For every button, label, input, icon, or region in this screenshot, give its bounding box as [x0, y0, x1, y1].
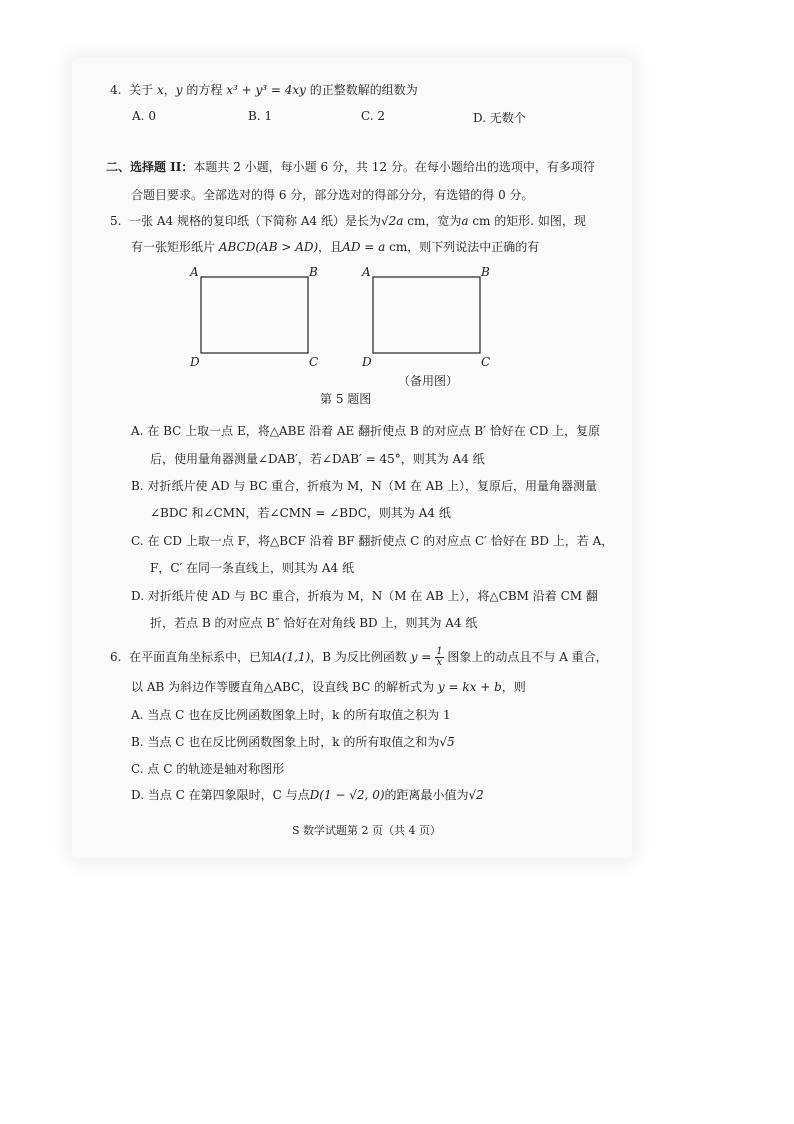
q6-option-c: C. 点 C 的轨迹是轴对称图形: [131, 762, 285, 776]
question-4-stem: 4. 关于 x，y 的方程 x³ + y³ = 4xy 的正整数解的组数为: [110, 83, 418, 97]
question-5-stem-line2: 有一张矩形纸片 ABCD(AB > AD)，且AD = a cm，则下列说法中正确的有: [131, 240, 540, 254]
section-2-title: 二、选择题 II：: [106, 160, 194, 174]
rectangle-abcd: [201, 277, 308, 353]
q6-option-a: A. 当点 C 也在反比例函数图象上时，k 的所有取值之积为 1: [131, 708, 451, 722]
page-footer: S 数学试题第 2 页（共 4 页）: [292, 824, 442, 837]
q5-option-a-line2: 后，使用量角器测量∠DAB′，若∠DAB′ = 45°，则其为 A4 纸: [150, 452, 485, 466]
label-a: A: [190, 265, 199, 279]
label-c: C: [309, 355, 319, 369]
label-d: D: [190, 355, 200, 369]
label-d: D: [362, 355, 372, 369]
question-5-stem-line1: 5. 一张 A4 规格的复印纸（下简称 A4 纸）是长为√2a cm，宽为a cm 的矩形. 如图，现: [110, 214, 586, 228]
q5-option-d-line1: D. 对折纸片使 AD 与 BC 重合，折痕为 M，N（M 在 AB 上），将△CBM 沿着 CM 翻: [131, 589, 598, 603]
q5-option-b-line1: B. 对折纸片使 AD 与 BC 重合，折痕为 M，N（M 在 AB 上），复原后，用量角器测量: [131, 479, 598, 493]
section-2-intro-line2: 合题目要求。全部选对的得 6 分，部分选对的得部分分，有选错的得 0 分。: [131, 188, 534, 202]
label-b: B: [309, 265, 318, 279]
q4-option-b: B. 1: [248, 109, 273, 123]
rectangle-abcd-backup: [373, 277, 480, 353]
q6-option-d: D. 当点 C 在第四象限时，C 与点D(1 − √2, 0)的距离最小值为√2: [131, 788, 484, 802]
question-6-stem-line2: 以 AB 为斜边作等腰直角△ABC，设直线 BC 的解析式为 y = kx + b，则: [131, 680, 526, 694]
q4-option-c: C. 2: [361, 109, 386, 123]
q5-option-b-line2: ∠BDC 和∠CMN，若∠CMN = ∠BDC，则其为 A4 纸: [150, 506, 451, 520]
fraction-one-over-x: $\frac{1}{x}$: [436, 646, 443, 668]
q5-option-c-line2: F，C′ 在同一条直线上，则其为 A4 纸: [150, 561, 354, 575]
q5-option-c-line1: C. 在 CD 上取一点 F，将△BCF 沿着 BF 翻折使点 C 的对应点 C′ 恰好在 BD 上，若 A，: [131, 534, 614, 548]
q6-option-b: B. 当点 C 也在反比例函数图象上时，k 的所有取值之和为√5: [131, 735, 455, 749]
section-2-intro-line1: 二、选择题 II：本题共 2 小题，每小题 6 分，共 12 分。在每小题给出的选项中，有多项符: [106, 160, 595, 174]
label-b: B: [481, 265, 490, 279]
q5-option-a-line1: A. 在 BC 上取一点 E，将△ABE 沿着 AE 翻折使点 B 的对应点 B′ 恰好在 CD 上，复原: [131, 424, 601, 438]
label-a: A: [362, 265, 371, 279]
q5-option-d-line2: 折，若点 B 的对应点 B″ 恰好在对角线 BD 上，则其为 A4 纸: [150, 616, 478, 630]
question-6-stem-line1: 6. 在平面直角坐标系中，已知A(1,1)，B 为反比例函数 y = $\frac{1}{x}$ 图象上的动点且不与 A 重合，: [110, 646, 608, 668]
q4-option-d: D. 无数个: [473, 111, 526, 125]
figure-caption: 第 5 题图: [320, 392, 372, 406]
backup-figure-caption: （备用图）: [398, 374, 459, 388]
q4-option-a: A. 0: [132, 109, 156, 123]
label-c: C: [481, 355, 491, 369]
q5-figure-rectangle: [186, 262, 326, 370]
q5-figure-backup-rectangle: [358, 262, 498, 370]
